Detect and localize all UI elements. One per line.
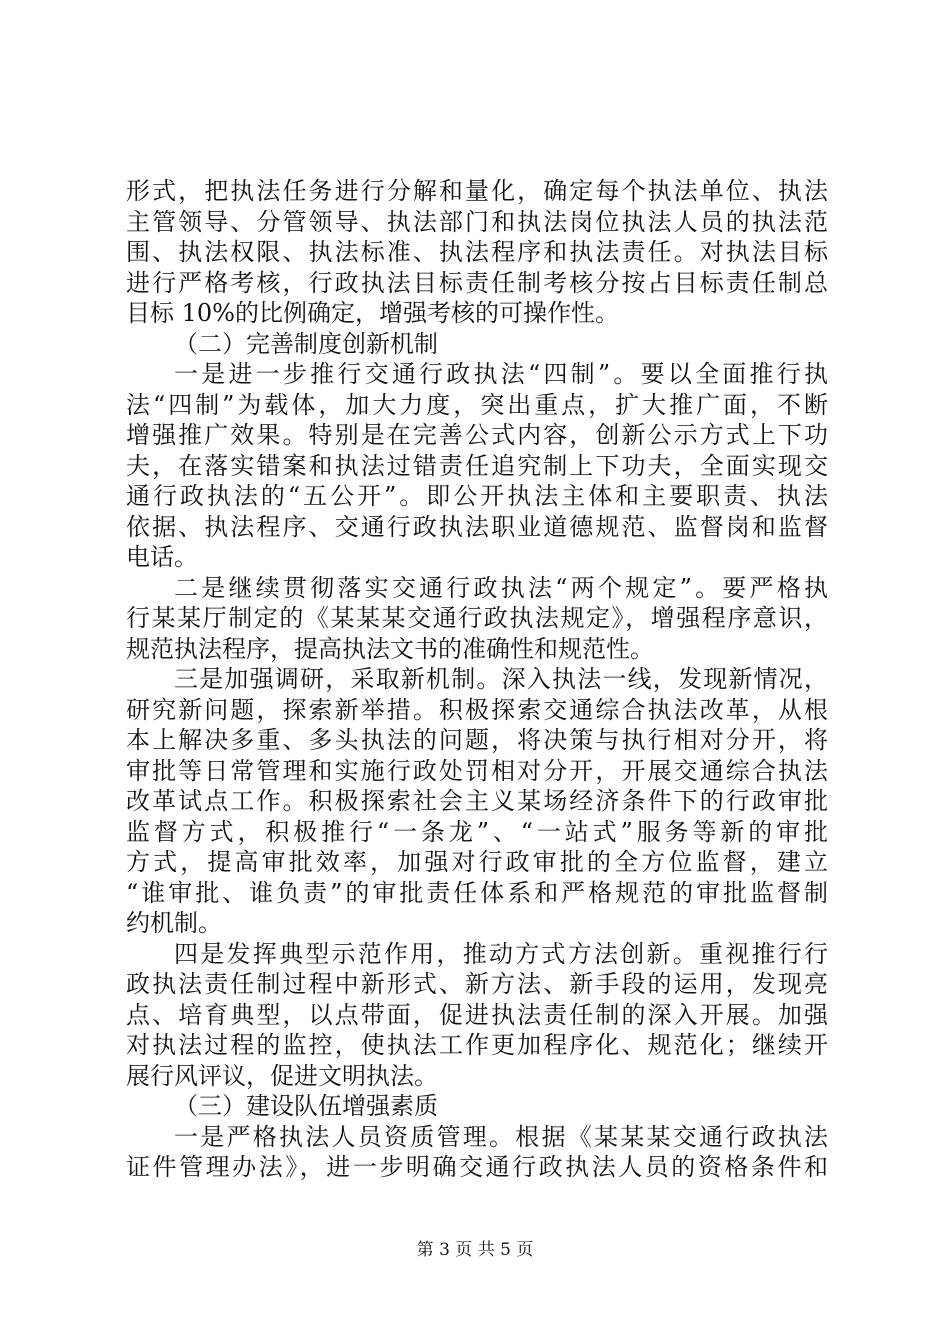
text-line: 规范执法程序，提高执法文书的准确性和规范性。 bbox=[126, 634, 654, 663]
text-line: 形式，把执法任务进行分解和量化，确定每个执法单位、执法 bbox=[126, 177, 828, 205]
text-line: 监督方式，积极推行“一条龙”、“一站式”服务等新的审批 bbox=[126, 817, 828, 846]
text-line: 目标 10%的比例确定，增强考核的可操作性。 bbox=[126, 299, 619, 327]
text-line: 研究新问题，探索新举措。积极探索交通综合执法改革，从根 bbox=[126, 695, 828, 724]
text-line: 四是发挥典型示范作用，推动方式方法创新。重视推行行 bbox=[174, 939, 828, 968]
text-line: 一是严格执法人员资质管理。根据《某某某交通行政执法 bbox=[174, 1122, 828, 1151]
document-body bbox=[126, 176, 828, 1183]
text-line: 政执法责任制过程中新形式、新方法、新手段的运用，发现亮 bbox=[126, 970, 828, 998]
text-line: 法“四制”为载体，加大力度，突出重点，扩大推广面，不断 bbox=[126, 390, 828, 419]
text-line: 证件管理办法》，进一步明确交通行政执法人员的资格条件和 bbox=[126, 1153, 828, 1181]
text-line: 本上解决多重、多头执法的问题，将决策与执行相对分开，将 bbox=[126, 726, 828, 754]
text-line: 电话。 bbox=[126, 543, 198, 571]
text-line: 约机制。 bbox=[126, 909, 222, 937]
text-line: “谁审批、谁负责”的审批责任体系和严格规范的审批监督制 bbox=[126, 878, 828, 907]
text-line: 依据、执法程序、交通行政执法职业道德规范、监督岗和监督 bbox=[126, 512, 828, 541]
text-line: 一是进一步推行交通行政执法“四制”。要以全面推行执 bbox=[174, 360, 828, 388]
text-line: 围、执法权限、执法标准、执法程序和执法责任。对执法目标 bbox=[126, 238, 828, 266]
text-line: 方式，提高审批效率，加强对行政审批的全方位监督，建立 bbox=[126, 848, 828, 876]
text-line: 审批等日常管理和实施行政处罚相对分开，开展交通综合执法 bbox=[126, 756, 828, 785]
text-line: 改革试点工作。积极探索社会主义某场经济条件下的行政审批 bbox=[126, 787, 828, 815]
text-line: 增强推广效果。特别是在完善公式内容，创新公示方式上下功 bbox=[126, 421, 828, 449]
text-line: 通行政执法的“五公开”。即公开执法主体和主要职责、执法 bbox=[126, 482, 828, 510]
text-line: 二是继续贯彻落实交通行政执法“两个规定”。要严格执 bbox=[174, 573, 828, 602]
text-line: 三是加强调研，采取新机制。深入执法一线，发现新情况， bbox=[174, 665, 828, 693]
text-line: 行某某厅制定的《某某某交通行政执法规定》，增强程序意识， bbox=[126, 604, 828, 632]
text-line: 进行严格考核，行政执法目标责任制考核分按占目标责任制总 bbox=[126, 268, 828, 297]
text-line: 点、培育典型，以点带面，促进执法责任制的深入开展。加强 bbox=[126, 1000, 828, 1029]
section-heading: （二）完善制度创新机制 bbox=[174, 329, 438, 358]
section-heading: （三）建设队伍增强素质 bbox=[174, 1092, 438, 1120]
text-line: 夫，在落实错案和执法过错责任追究制上下功夫，全面实现交 bbox=[126, 451, 828, 480]
page-number-footer: 第 3 页 共 5 页 bbox=[416, 1240, 534, 1260]
text-line: 主管领导、分管领导、执法部门和执法岗位执法人员的执法范 bbox=[126, 207, 828, 236]
text-line: 对执法过程的监控，使执法工作更加程序化、规范化；继续开 bbox=[126, 1031, 828, 1059]
text-line: 展行风评议，促进文明执法。 bbox=[126, 1061, 438, 1090]
